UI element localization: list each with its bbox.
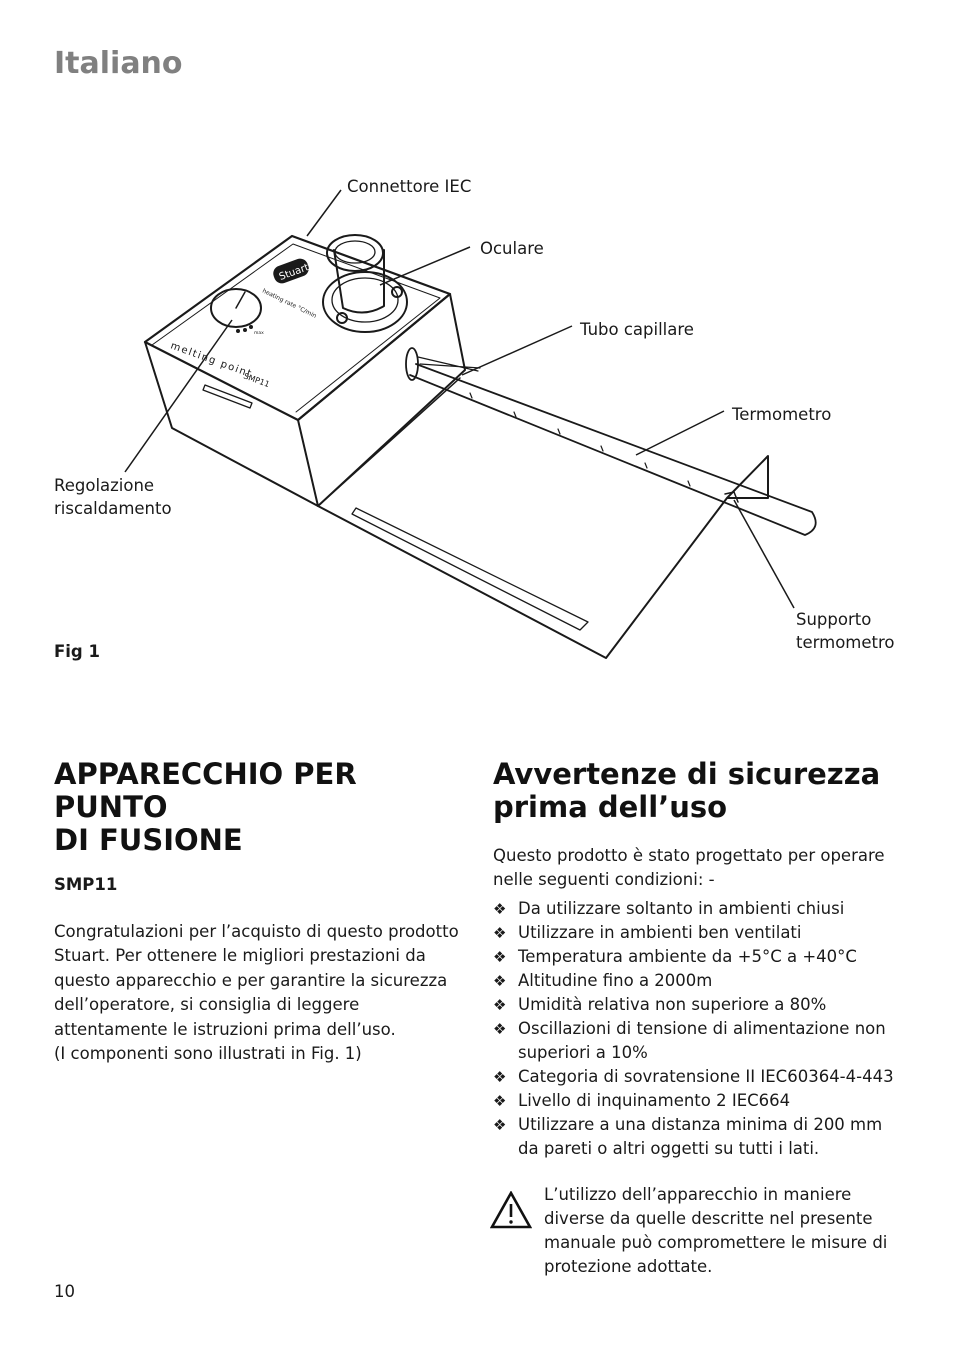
callout-iec-connector: Connettore IEC: [347, 177, 472, 196]
product-title-line1: APPARECCHIO PER PUNTO: [54, 757, 357, 824]
safety-title-line2: prima dell’uso: [493, 790, 728, 824]
list-item: ❖ Utilizzare a una distanza minima di 200 mm da pareti o altri oggetti su tutti i lati.: [493, 1115, 883, 1158]
model-code: SMP11: [54, 875, 118, 894]
page-number: 10: [54, 1282, 75, 1301]
conditions-intro-line2: nelle seguenti condizioni: -: [493, 870, 715, 889]
warning-line: diverse da quelle descritte nel presente: [544, 1209, 873, 1228]
product-title-line2: DI FUSIONE: [54, 823, 243, 857]
warning-text: [544, 1183, 903, 1279]
language-title: Italiano: [54, 46, 183, 81]
dial-max-label: max: [254, 331, 264, 336]
bullet-icon: ❖: [493, 1020, 507, 1038]
product-name-label: melting point: [168, 340, 254, 381]
bullet-icon: ❖: [493, 1092, 507, 1110]
intro-line: attentamente le istruzioni prima dell’uso.: [54, 1019, 396, 1039]
thermometer-body: [410, 364, 816, 535]
list-item: ❖ Categoria di sovratensione II IEC60364-4-443: [493, 1065, 903, 1089]
model-label: SMP11: [242, 371, 271, 390]
list-item: ❖ Utilizzare in ambienti ben ventilati: [493, 921, 903, 945]
heater-side: [298, 294, 465, 506]
bullet-icon: ❖: [493, 924, 507, 942]
conditions-list: [493, 897, 903, 1161]
list-item: ❖ Temperatura ambiente da +5°C a +40°C: [493, 945, 903, 969]
callout-eyepiece: Oculare: [480, 239, 544, 258]
device-printing: [169, 256, 318, 389]
callout-thermometer-support: [796, 608, 895, 654]
thermometer-scale: [470, 393, 690, 486]
eyepiece-base-ring: [323, 272, 407, 332]
product-title: [54, 758, 469, 857]
callout-capillary-tube: Tubo capillare: [580, 320, 694, 339]
intro-line: Stuart. Per ottenere le migliori prestazioni da: [54, 946, 426, 966]
intro-paragraph: [54, 920, 469, 1066]
safety-title: [493, 758, 903, 824]
intro-line: dell’operatore, si consiglia di leggere: [54, 995, 360, 1015]
warning-triangle-icon: [490, 1191, 532, 1229]
warning-block: [493, 1183, 903, 1279]
callout-thermometer-support-line2: termometro: [796, 633, 895, 652]
tray-slot: [352, 508, 588, 630]
conditions-intro-line1: Questo prodotto è stato progettato per operare: [493, 846, 885, 865]
callout-thermometer-support-line1: Supporto: [796, 610, 872, 629]
bullet-icon: ❖: [493, 972, 507, 990]
bullet-icon: ❖: [493, 1068, 507, 1086]
list-item: ❖ Da utilizzare soltanto in ambienti chiusi: [493, 897, 903, 921]
callout-heating-control: [54, 474, 172, 520]
warning-line: L’utilizzo dell’apparecchio in maniere: [544, 1185, 852, 1204]
tray-outline: [318, 456, 768, 658]
safety-title-line1: Avvertenze di sicurezza: [493, 757, 881, 791]
callout-heating-control-line1: Regolazione: [54, 476, 155, 495]
right-column: [493, 758, 903, 1279]
list-item: ❖ Livello di inquinamento 2 IEC664: [493, 1089, 903, 1113]
callout-thermometer: Termometro: [732, 405, 832, 424]
list-item: ❖ Umidità relativa non superiore a 80%: [493, 993, 903, 1017]
left-column: [54, 758, 469, 1066]
front-slot: [203, 385, 252, 408]
bullet-icon: ❖: [493, 996, 507, 1014]
intro-line: questo apparecchio e per garantire la sicurezza: [54, 970, 448, 990]
warning-line: manuale può compromettere le misure di: [544, 1233, 888, 1252]
eyepiece-tube: [334, 250, 384, 313]
warning-line: protezione adottate.: [544, 1257, 713, 1276]
list-item: ❖ Altitudine fino a 2000m: [493, 969, 903, 993]
intro-line: Congratulazioni per l’acquisto di questo prodotto: [54, 922, 459, 941]
callout-heating-control-line2: riscaldamento: [54, 499, 172, 518]
bullet-icon: ❖: [493, 900, 507, 918]
figure-caption: Fig 1: [54, 642, 100, 661]
stuart-logo-text: Stuart: [277, 262, 311, 283]
conditions-intro: [493, 844, 903, 892]
bullet-icon: ❖: [493, 948, 507, 966]
bullet-icon: ❖: [493, 1116, 507, 1134]
intro-line: (I componenti sono illustrati in Fig. 1): [54, 1044, 362, 1064]
heating-dial-pointer: [236, 292, 245, 308]
list-item: ❖ Oscillazioni di tensione di alimentazione non superiori a 10%: [493, 1019, 886, 1062]
heating-rate-label: heating rate °C/min: [261, 287, 318, 320]
